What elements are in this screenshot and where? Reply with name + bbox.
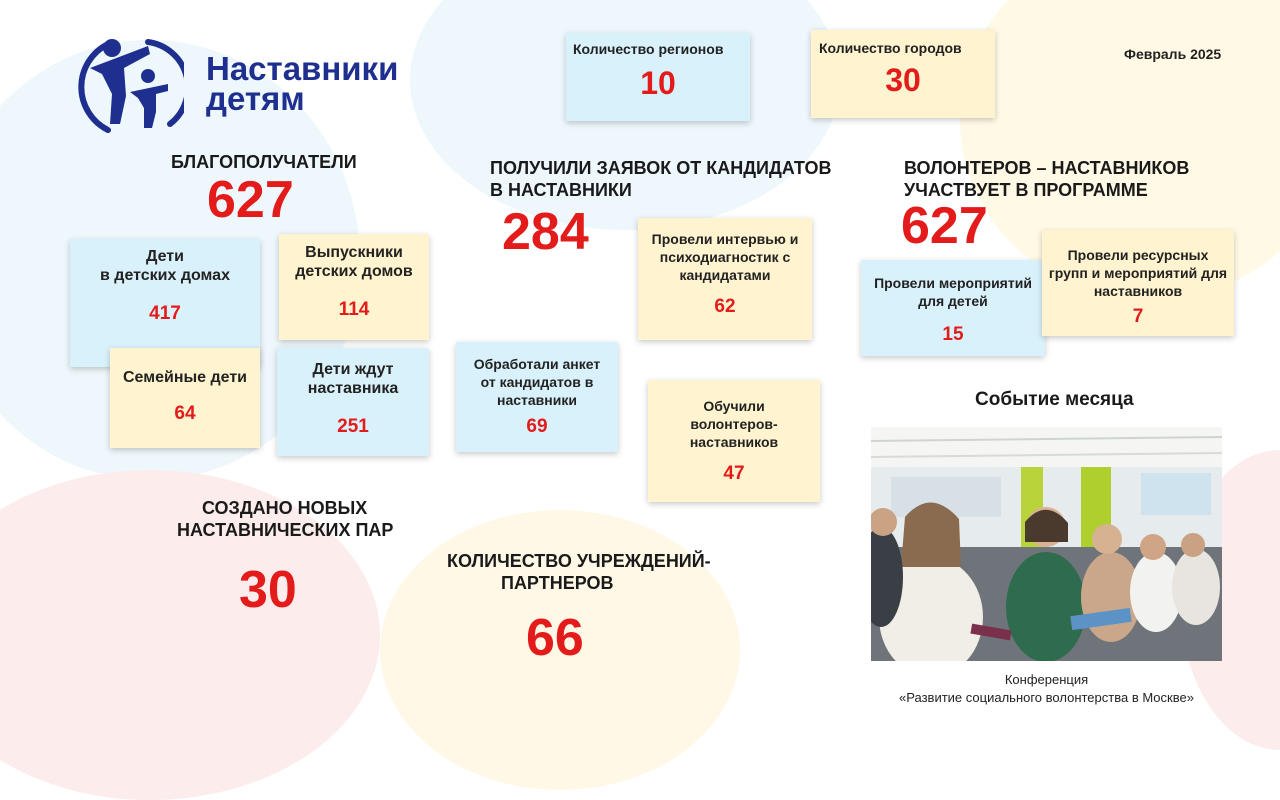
trained-label-line3: наставников [689, 434, 779, 450]
logo-emblem-icon [68, 34, 184, 134]
report-date: Февраль 2025 [1124, 46, 1222, 62]
resource-groups-label-line3: наставников [1093, 283, 1183, 299]
regions-label: Количество регионов [573, 41, 724, 57]
events-kids-card [861, 260, 1045, 356]
events-kids-value: 15 [942, 324, 964, 345]
partners-heading-line2: ПАРТНЕРОВ [501, 573, 614, 593]
event-caption-line2: «Развитие социального волонтерства в Москве» [899, 690, 1194, 705]
resource-groups-label-line2: групп и мероприятий для [1048, 265, 1228, 281]
event-photo [871, 427, 1222, 661]
processed-value: 69 [526, 416, 548, 437]
interviews-label-line2: психодиагностик с [659, 249, 791, 265]
orphans-value: 417 [149, 303, 181, 324]
pairs-value: 30 [239, 561, 297, 619]
beneficiaries-total: 627 [207, 171, 294, 229]
interviews-label-line1: Провели интервью и [651, 231, 799, 247]
regions-card [566, 33, 750, 121]
graduates-value: 114 [338, 299, 370, 320]
graduates-card [279, 234, 429, 340]
family-kids-value: 64 [174, 403, 196, 424]
volunteers-heading-line2: УЧАСТВУЕТ В ПРОГРАММЕ [904, 180, 1148, 200]
logo-text-line2: детям [206, 80, 305, 117]
partners-heading-line1: КОЛИЧЕСТВО УЧРЕЖДЕНИЙ- [447, 551, 711, 571]
trained-value: 47 [723, 463, 745, 484]
cities-card [811, 30, 995, 118]
resource-groups-value: 7 [1132, 306, 1144, 327]
graduates-label-line1: Выпускники [305, 244, 403, 261]
interviews-value: 62 [714, 296, 736, 317]
applications-heading-line1: ПОЛУЧИЛИ ЗАЯВОК ОТ КАНДИДАТОВ [490, 158, 832, 178]
processed-label-line2: от кандидатов в [480, 374, 594, 390]
cities-label: Количество городов [819, 40, 962, 56]
resource-groups-label-line1: Провели ресурсных [1067, 247, 1209, 263]
partners-value: 66 [526, 609, 584, 667]
event-caption-line1: Конференция [1004, 672, 1089, 687]
regions-value: 10 [640, 65, 676, 101]
orphans-label-line2: в детских домах [100, 267, 230, 284]
events-kids-label-line2: для детей [918, 293, 988, 309]
beneficiaries-heading: БЛАГОПОЛУЧАТЕЛИ [171, 152, 357, 172]
pairs-heading-line2: НАСТАВНИЧЕСКИХ ПАР [177, 520, 394, 540]
cities-value: 30 [885, 62, 921, 98]
interviews-label-line3: кандидатами [679, 267, 771, 283]
volunteers-total: 627 [901, 197, 988, 255]
applications-total: 284 [502, 203, 589, 261]
logo-text-line1: Наставники [206, 50, 399, 87]
interviews-card [638, 218, 812, 340]
processed-label-line1: Обработали анкет [473, 356, 601, 372]
waiting-kids-value: 251 [337, 416, 369, 437]
graduates-label-line2: детских домов [295, 263, 413, 280]
applications-heading-line2: В НАСТАВНИКИ [490, 180, 632, 200]
logo [68, 34, 438, 134]
waiting-kids-label-line1: Дети ждут [312, 361, 394, 378]
waiting-kids-card [277, 348, 429, 456]
trained-card [648, 380, 820, 502]
volunteers-heading-line1: ВОЛОНТЕРОВ – НАСТАВНИКОВ [904, 158, 1190, 178]
processed-card [456, 342, 618, 452]
events-kids-label-line1: Провели мероприятий [874, 275, 1032, 291]
trained-label-line2: волонтеров- [690, 416, 778, 432]
processed-label-line3: наставники [497, 392, 577, 408]
orphans-label-line1: Дети [146, 248, 184, 265]
trained-label-line1: Обучили [703, 398, 765, 414]
family-kids-card [110, 348, 260, 448]
waiting-kids-label-line2: наставника [307, 380, 399, 397]
event-title: Событие месяца [975, 389, 1134, 410]
resource-groups-card [1042, 230, 1234, 336]
pairs-heading-line1: СОЗДАНО НОВЫХ [202, 498, 368, 518]
family-kids-label: Семейные дети [123, 369, 247, 386]
conference-photo-illustration [871, 427, 1222, 661]
